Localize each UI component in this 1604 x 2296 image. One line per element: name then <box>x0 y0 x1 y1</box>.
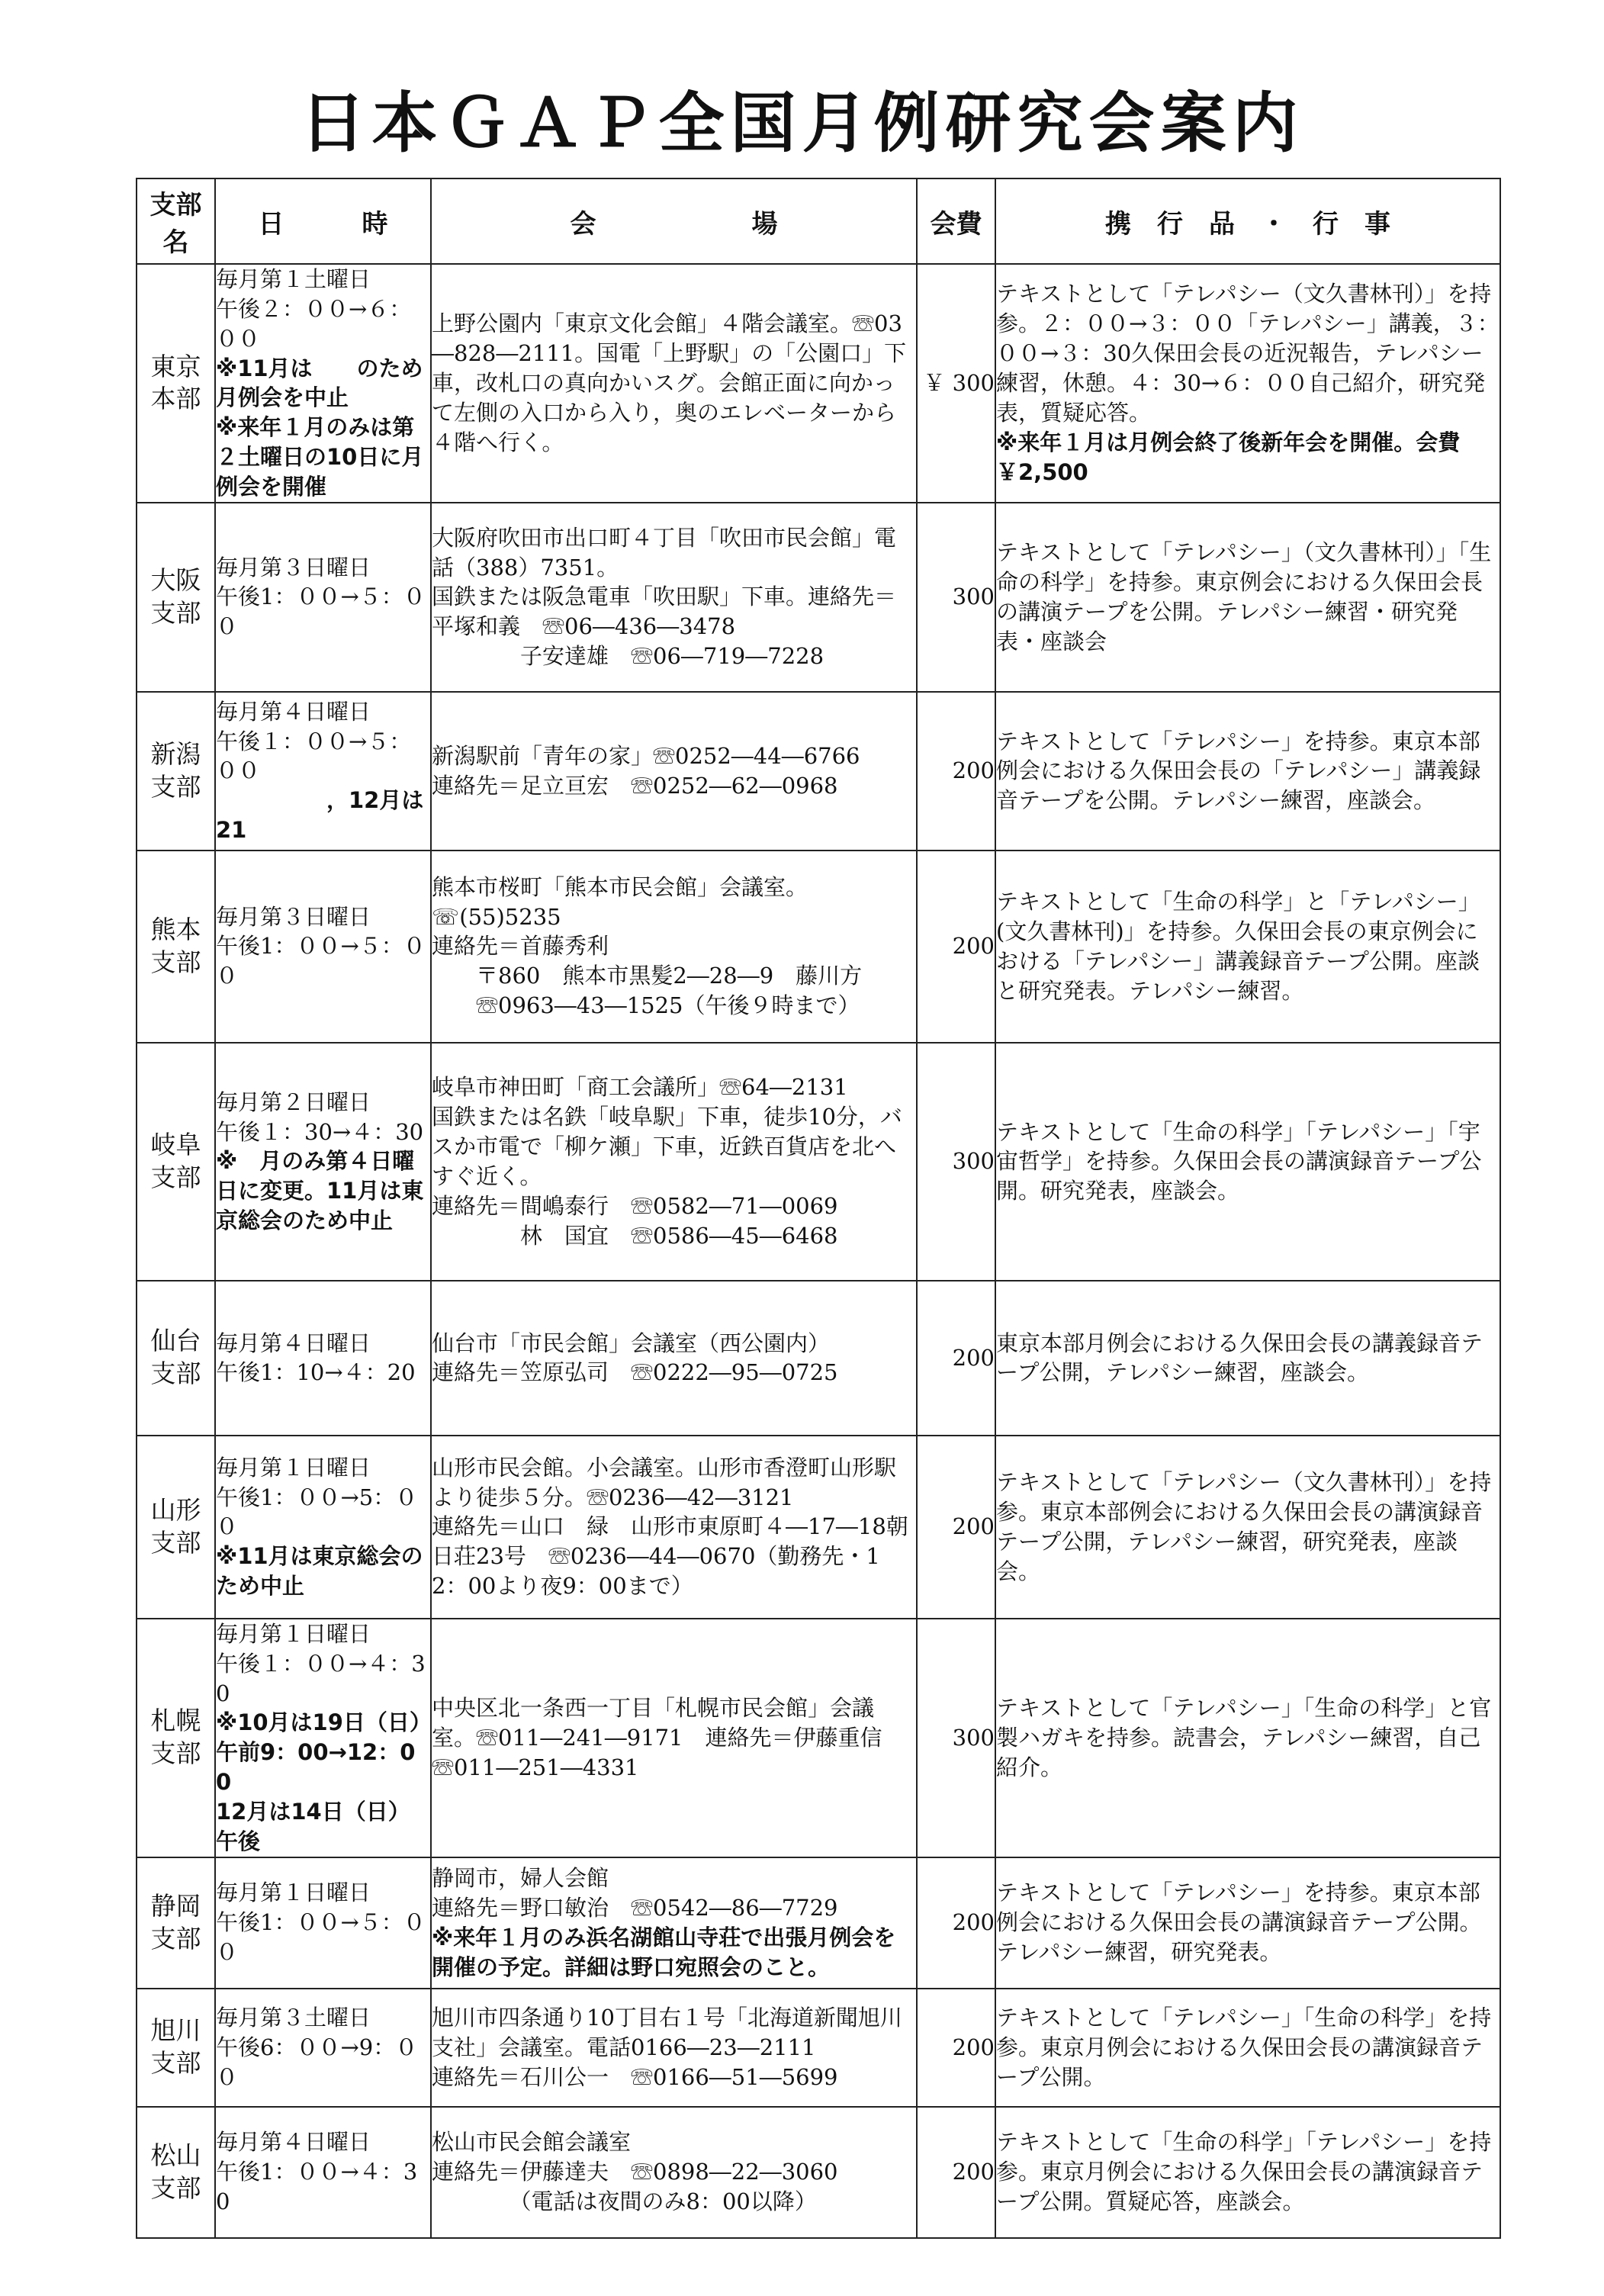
fee-amount: 300 <box>952 584 995 610</box>
fee-amount: 200 <box>952 1344 995 1371</box>
venue-text: 中央区北一条西一丁目「札幌市民会館」会議室。☏011―241―9171 連絡先＝伊藤重信 ☏011―251―4331 <box>432 1695 905 1780</box>
venue-cell <box>431 851 917 1043</box>
table-row <box>137 1989 1500 2107</box>
branch-name: 山形 支部 <box>150 1494 201 1558</box>
table-row <box>137 1043 1500 1281</box>
venue-cell <box>431 503 917 692</box>
datetime-note: ※ 月のみ第４日曜日に変更。11月は東京総会のため中止 <box>216 1148 424 1234</box>
datetime-cell <box>215 1857 431 1989</box>
table-row <box>137 1857 1500 1989</box>
datetime-text: 毎月第３日曜日 午後1：００→５：００ <box>216 554 426 640</box>
fee-amount: 200 <box>952 1909 995 1936</box>
datetime-note: ※10月は19日（日）午前9：00→12：00 12月は14日（日）午後 <box>216 1709 421 1854</box>
fee-amount: 300 <box>952 1148 995 1175</box>
branch-cell <box>137 1989 215 2107</box>
branch-cell <box>137 1857 215 1989</box>
datetime-text: 毎月第１日曜日 午後1：００→５：００ <box>216 1880 426 1966</box>
notes-cell <box>995 264 1500 503</box>
notes-cell <box>995 1857 1500 1989</box>
page-title: 日本ＧＡＰ全国月例研究会案内 <box>300 85 1304 162</box>
notes-cell <box>995 1281 1500 1436</box>
fee-amount: 200 <box>952 2034 995 2060</box>
notes-text: テキストとして「テレパシー」を持参。東京本部例会における久保田会長の「テレパシー」講義録音テープを公開。テレパシー練習，座談会。 <box>996 728 1481 814</box>
notes-cell <box>995 1989 1500 2107</box>
header-venue: 会 場 <box>431 178 917 264</box>
notes-cell <box>995 1043 1500 1281</box>
fee-cell <box>917 264 995 503</box>
table-row <box>137 1281 1500 1436</box>
notes-text: テキストとして「テレパシー」を持参。東京本部例会における久保田会長の講演録音テープ公開。テレパシー練習，研究発表。 <box>996 1880 1482 1966</box>
branch-cell <box>137 503 215 692</box>
fee-amount: ￥ 300 <box>923 370 995 396</box>
datetime-text: 毎月第４日曜日 午後１：００→５：００ <box>216 698 412 784</box>
header-branch: 支部名 <box>137 178 215 264</box>
branch-name: 東京 本部 <box>150 351 201 414</box>
fee-cell <box>917 2107 995 2238</box>
datetime-cell <box>215 851 431 1043</box>
fee-amount: 200 <box>952 1513 995 1540</box>
venue-cell <box>431 264 917 503</box>
fee-cell <box>917 1619 995 1857</box>
venue-cell <box>431 1436 917 1619</box>
branch-name: 静岡 支部 <box>150 1890 201 1954</box>
datetime-cell <box>215 1436 431 1619</box>
fee-cell <box>917 1281 995 1436</box>
branch-cell <box>137 1043 215 1281</box>
notes-text: テキストとして「生命の科学」「テレパシー」を持参。東京月例会における久保田会長の講演録音テープ公開。質疑応答，座談会。 <box>996 2129 1492 2215</box>
venue-text: 旭川市四条通り10丁目右１号「北海道新聞旭川支社」会議室。電話0166―23―2111 連絡先＝石川公一 ☏0166―51―5699 <box>432 2004 902 2090</box>
header-datetime: 日 時 <box>215 178 431 264</box>
datetime-cell <box>215 264 431 503</box>
venue-cell <box>431 692 917 851</box>
fee-cell <box>917 692 995 851</box>
notes-cell <box>995 1436 1500 1619</box>
datetime-cell <box>215 1619 431 1857</box>
venue-text: 大阪府吹田市出口町４丁目「吹田市民会館」電話（388）7351。 国鉄または阪急電車「吹田駅」下車。連絡先＝平塚和義 ☏06―436―3478 子安達雄 ☏06―719―7228 <box>432 524 897 670</box>
datetime-cell <box>215 2107 431 2238</box>
notes-text: テキストとして「テレパシー」「生命の科学」と官製ハガキを持参。読書会，テレパシー練習，自己紹介。 <box>996 1695 1492 1780</box>
datetime-note: ，12月は21 <box>216 787 424 844</box>
notes-text: テキストとして「テレパシー（文久書林刊）」を持参。２：００→３：００「テレパシー」講義，３：００→３：30久保田会長の近況報告，テレパシー練習，休憩。４：30→６：００自己紹介，研究発表，質疑応答。 <box>996 281 1500 426</box>
table-row <box>137 1436 1500 1619</box>
branch-name: 新潟 支部 <box>150 738 201 802</box>
branch-cell <box>137 1436 215 1619</box>
venue-text: 熊本市桜町「熊本市民会館」会議室。 ☏(55)5235 連絡先＝首藤秀利 〒860 熊本市黒髪2―28―9 藤川方 ☏0963―43―1525（午後９時まで） <box>432 873 863 1019</box>
notes-text: テキストとして「生命の科学」「テレパシー」「宇宙哲学」を持参。久保田会長の講演録音テープ公開。研究発表，座談会。 <box>996 1118 1482 1204</box>
branch-cell <box>137 851 215 1043</box>
notes-cell <box>995 851 1500 1043</box>
branch-name: 岐阜 支部 <box>150 1129 201 1192</box>
header-notes: 携 行 品 ・ 行 事 <box>995 178 1500 264</box>
venue-text: 松山市民会館会議室 連絡先＝伊藤達夫 ☏0898―22―3060 （電話は夜間のみ8：00以降） <box>432 2129 838 2215</box>
branch-cell <box>137 1281 215 1436</box>
fee-cell <box>917 1436 995 1619</box>
header-fee: 会費 <box>917 178 995 264</box>
notes-text: テキストとして「テレパシー（文久書林刊）」を持参。東京本部例会における久保田会長の講演録音テープ公開，テレパシー練習，研究発表，座談会。 <box>996 1469 1492 1584</box>
table-header-row <box>137 178 1500 264</box>
fee-cell <box>917 1989 995 2107</box>
table-row <box>137 503 1500 692</box>
venue-text: 仙台市「市民会館」会議室（西公園内） 連絡先＝笠原弘司 ☏0222―95―0725 <box>432 1330 838 1386</box>
branch-cell <box>137 2107 215 2238</box>
datetime-cell <box>215 1989 431 2107</box>
datetime-text: 毎月第３日曜日 午後1：００→５：００ <box>216 903 426 989</box>
datetime-note: ※11月は東京総会のため中止 <box>216 1543 423 1600</box>
notes-text: テキストとして「生命の科学」と「テレパシー」(文久書林刊)」を持参。久保田会長の東京例会における「テレパシー」講義録音テープ公開。座談と研究発表。テレパシー練習。 <box>996 889 1480 1004</box>
table-row <box>137 1619 1500 1857</box>
notes-text: 東京本部月例会における久保田会長の講義録音テープ公開，テレパシー練習，座談会。 <box>996 1330 1483 1386</box>
notes-text: テキストとして「テレパシー」（文久書林刊）」「生命の科学」を持参。東京例会における久保田会長の講演テープを公開。テレパシー練習・研究発表・座談会 <box>996 539 1492 654</box>
datetime-text: 毎月第４日曜日 午後1：００→４：30 <box>216 2129 418 2215</box>
datetime-cell <box>215 1043 431 1281</box>
datetime-text: 毎月第２日曜日 午後１：30→４：30 <box>216 1089 424 1145</box>
branch-name: 旭川 支部 <box>150 2015 201 2079</box>
fee-cell <box>917 851 995 1043</box>
venue-text: 岐阜市神田町「商工会議所」☏64―2131 国鉄または名鉄「岐阜駅」下車，徒歩10分，バスか市電で「柳ケ瀬」下車，近鉄百貨店を北へすぐ近く。 連絡先＝間嶋泰行 ☏0582―71―0069 林 国宜 ☏0586―45―6468 <box>432 1074 902 1249</box>
venue-cell <box>431 1281 917 1436</box>
branch-name: 札幌 支部 <box>150 1706 201 1769</box>
notes-cell <box>995 2107 1500 2238</box>
venue-note: ※来年１月のみ浜名湖館山寺荘で出張月例会を開催の予定。詳細は野口宛照会のこと。 <box>432 1924 896 1980</box>
venue-cell <box>431 1619 917 1857</box>
table-row <box>137 851 1500 1043</box>
venue-text: 静岡市，婦人会館 連絡先＝野口敏治 ☏0542―86―7729 <box>432 1865 838 1921</box>
fee-amount: 200 <box>952 933 995 960</box>
datetime-cell <box>215 1281 431 1436</box>
branch-cell <box>137 264 215 503</box>
branch-name: 大阪 支部 <box>150 564 201 628</box>
fee-cell <box>917 1043 995 1281</box>
fee-cell <box>917 503 995 692</box>
datetime-note: ※11月は のため月例会を中止 ※来年１月のみは第２土曜日の10日に月例会を開催 <box>216 355 424 500</box>
datetime-text: 毎月第４日曜日 午後1：10→４：20 <box>216 1330 416 1386</box>
datetime-text: 毎月第１日曜日 午後1：００→5：００ <box>216 1454 418 1540</box>
notes-cell <box>995 692 1500 851</box>
datetime-cell <box>215 503 431 692</box>
datetime-text: 毎月第１日曜日 午後１：００→４：30 <box>216 1620 426 1706</box>
table-row <box>137 2107 1500 2238</box>
datetime-text: 毎月第１土曜日 午後２：００→６：００ <box>216 266 412 352</box>
notes-highlight: ※来年１月は月例会終了後新年会を開催。会費￥2,500 <box>996 429 1461 485</box>
datetime-text: 毎月第３土曜日 午後6：００→9：００ <box>216 2004 418 2090</box>
venue-cell <box>431 1989 917 2107</box>
venue-text: 上野公園内「東京文化会館」４階会議室。☏03―828―2111。国電「上野駅」の「公園口」下車，改札口の真向かいスグ。会館正面に向かって左側の入口から入り，奥のエレベーターから４階へ行く。 <box>432 310 907 455</box>
branch-name: 松山 支部 <box>150 2140 201 2203</box>
fee-amount: 200 <box>952 2159 995 2185</box>
venue-cell <box>431 1857 917 1989</box>
table-row <box>137 264 1500 503</box>
table-row <box>137 692 1500 851</box>
notes-text: テキストとして「テレパシー」「生命の科学」を持参。東京月例会における久保田会長の講演録音テープ公開。 <box>996 2004 1492 2090</box>
notes-cell <box>995 503 1500 692</box>
notes-cell <box>995 1619 1500 1857</box>
branch-cell <box>137 1619 215 1857</box>
fee-amount: 300 <box>952 1724 995 1751</box>
venue-cell <box>431 1043 917 1281</box>
fee-cell <box>917 1857 995 1989</box>
branch-cell <box>137 692 215 851</box>
schedule-table <box>136 178 1501 2239</box>
venue-cell <box>431 2107 917 2238</box>
datetime-cell <box>215 692 431 851</box>
branch-name: 仙台 支部 <box>150 1326 201 1389</box>
branch-name: 熊本 支部 <box>150 914 201 977</box>
venue-text: 新潟駅前「青年の家」☏0252―44―6766 連絡先＝足立亘宏 ☏0252―62―0968 <box>432 743 860 799</box>
venue-text: 山形市民会館。小会議室。山形市香澄町山形駅より徒歩５分。☏0236―42―3121 連絡先＝山口 緑 山形市東原町４―17―18朝日荘23号 ☏0236―44―0670（勤務先・12：00より夜9：00まで） <box>432 1454 908 1600</box>
fee-amount: 200 <box>952 757 995 784</box>
